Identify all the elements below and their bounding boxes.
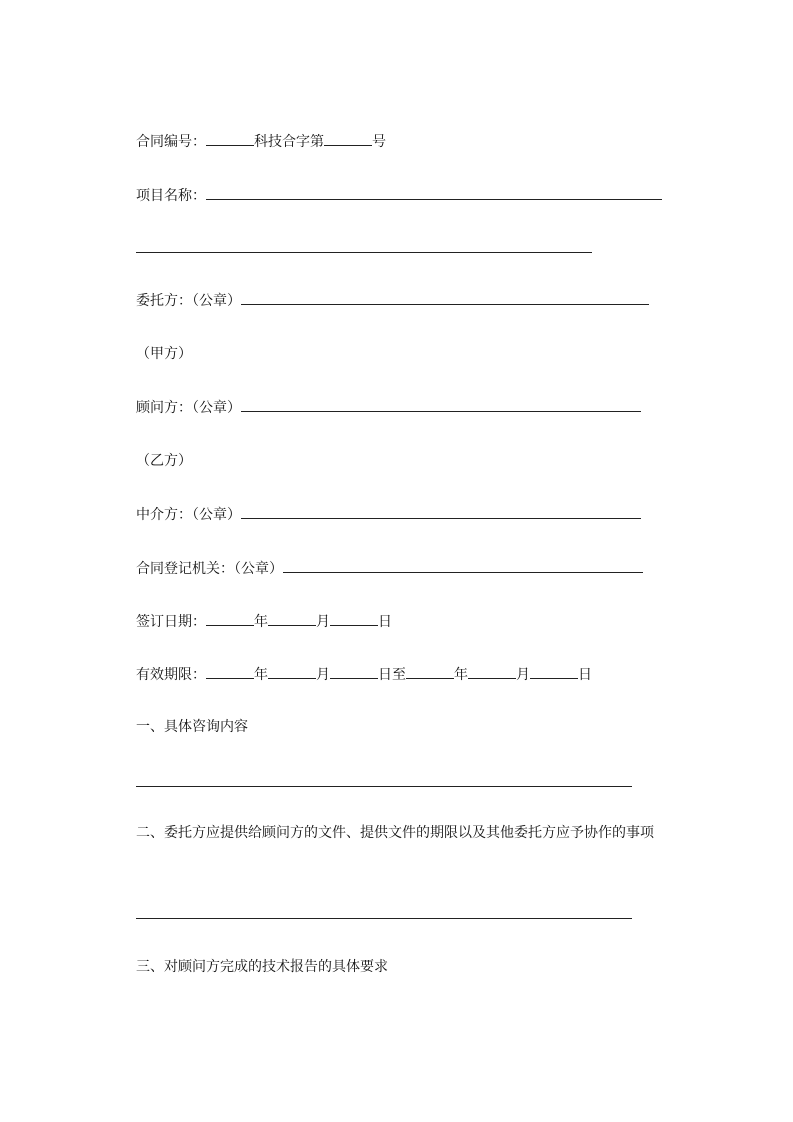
project-name-continuation-line[interactable] <box>136 252 592 253</box>
validity-line <box>136 664 592 684</box>
sign-date-label: 签订日期： <box>136 614 206 630</box>
party-a-label: （甲方） <box>136 346 192 362</box>
intermediary-label: 中介方：（公章） <box>136 507 241 523</box>
registry-label: 合同登记机关：（公章） <box>136 561 283 577</box>
validity-label: 有效期限： <box>136 667 206 683</box>
section-2-answer-line[interactable] <box>136 918 632 919</box>
section-2-heading: 二、委托方应提供给顾问方的文件、提供文件的期限以及其他委托方应予协作的事项 <box>136 825 654 841</box>
contract-number-blank-2[interactable] <box>324 131 372 146</box>
validity-end-day-label: 日 <box>578 667 592 683</box>
registry-line <box>136 558 643 578</box>
validity-end-month-blank[interactable] <box>468 664 516 679</box>
validity-start-month-label: 月 <box>316 667 330 683</box>
registry-blank[interactable] <box>283 558 643 573</box>
sign-month-label: 月 <box>316 614 330 630</box>
sign-date-line <box>136 611 392 631</box>
section-3-heading: 三、对顾问方完成的技术报告的具体要求 <box>136 959 388 975</box>
validity-start-year-blank[interactable] <box>206 664 254 679</box>
sign-year-label: 年 <box>254 614 268 630</box>
consultant-label: 顾问方：（公章） <box>136 400 241 416</box>
sign-day-label: 日 <box>378 614 392 630</box>
validity-start-day-label: 日 <box>378 667 392 683</box>
intermediary-blank[interactable] <box>241 504 641 519</box>
intermediary-line <box>136 504 641 524</box>
validity-end-day-blank[interactable] <box>530 664 578 679</box>
validity-start-month-blank[interactable] <box>268 664 316 679</box>
contract-number-label: 合同编号： <box>136 134 206 150</box>
client-label: 委托方：（公章） <box>136 293 241 309</box>
project-name-blank[interactable] <box>206 185 662 200</box>
consultant-line <box>136 397 641 417</box>
consultant-blank[interactable] <box>241 397 641 412</box>
contract-number-end: 号 <box>372 134 386 150</box>
sign-day-blank[interactable] <box>330 611 378 626</box>
contract-number-blank-1[interactable] <box>206 131 254 146</box>
validity-start-day-blank[interactable] <box>330 664 378 679</box>
validity-start-year-label: 年 <box>254 667 268 683</box>
project-name-label: 项目名称： <box>136 188 206 204</box>
sign-year-blank[interactable] <box>206 611 254 626</box>
client-blank[interactable] <box>241 290 649 305</box>
party-b-label: （乙方） <box>136 453 192 469</box>
contract-number-mid: 科技合字第 <box>254 134 324 150</box>
project-name-line <box>136 185 662 205</box>
validity-to-label: 至 <box>392 667 406 683</box>
section-1-answer-line[interactable] <box>136 786 632 787</box>
validity-end-month-label: 月 <box>516 667 530 683</box>
validity-end-year-label: 年 <box>454 667 468 683</box>
sign-month-blank[interactable] <box>268 611 316 626</box>
client-line <box>136 290 649 310</box>
contract-number-line <box>136 131 386 151</box>
validity-end-year-blank[interactable] <box>406 664 454 679</box>
section-1-heading: 一、具体咨询内容 <box>136 719 248 735</box>
